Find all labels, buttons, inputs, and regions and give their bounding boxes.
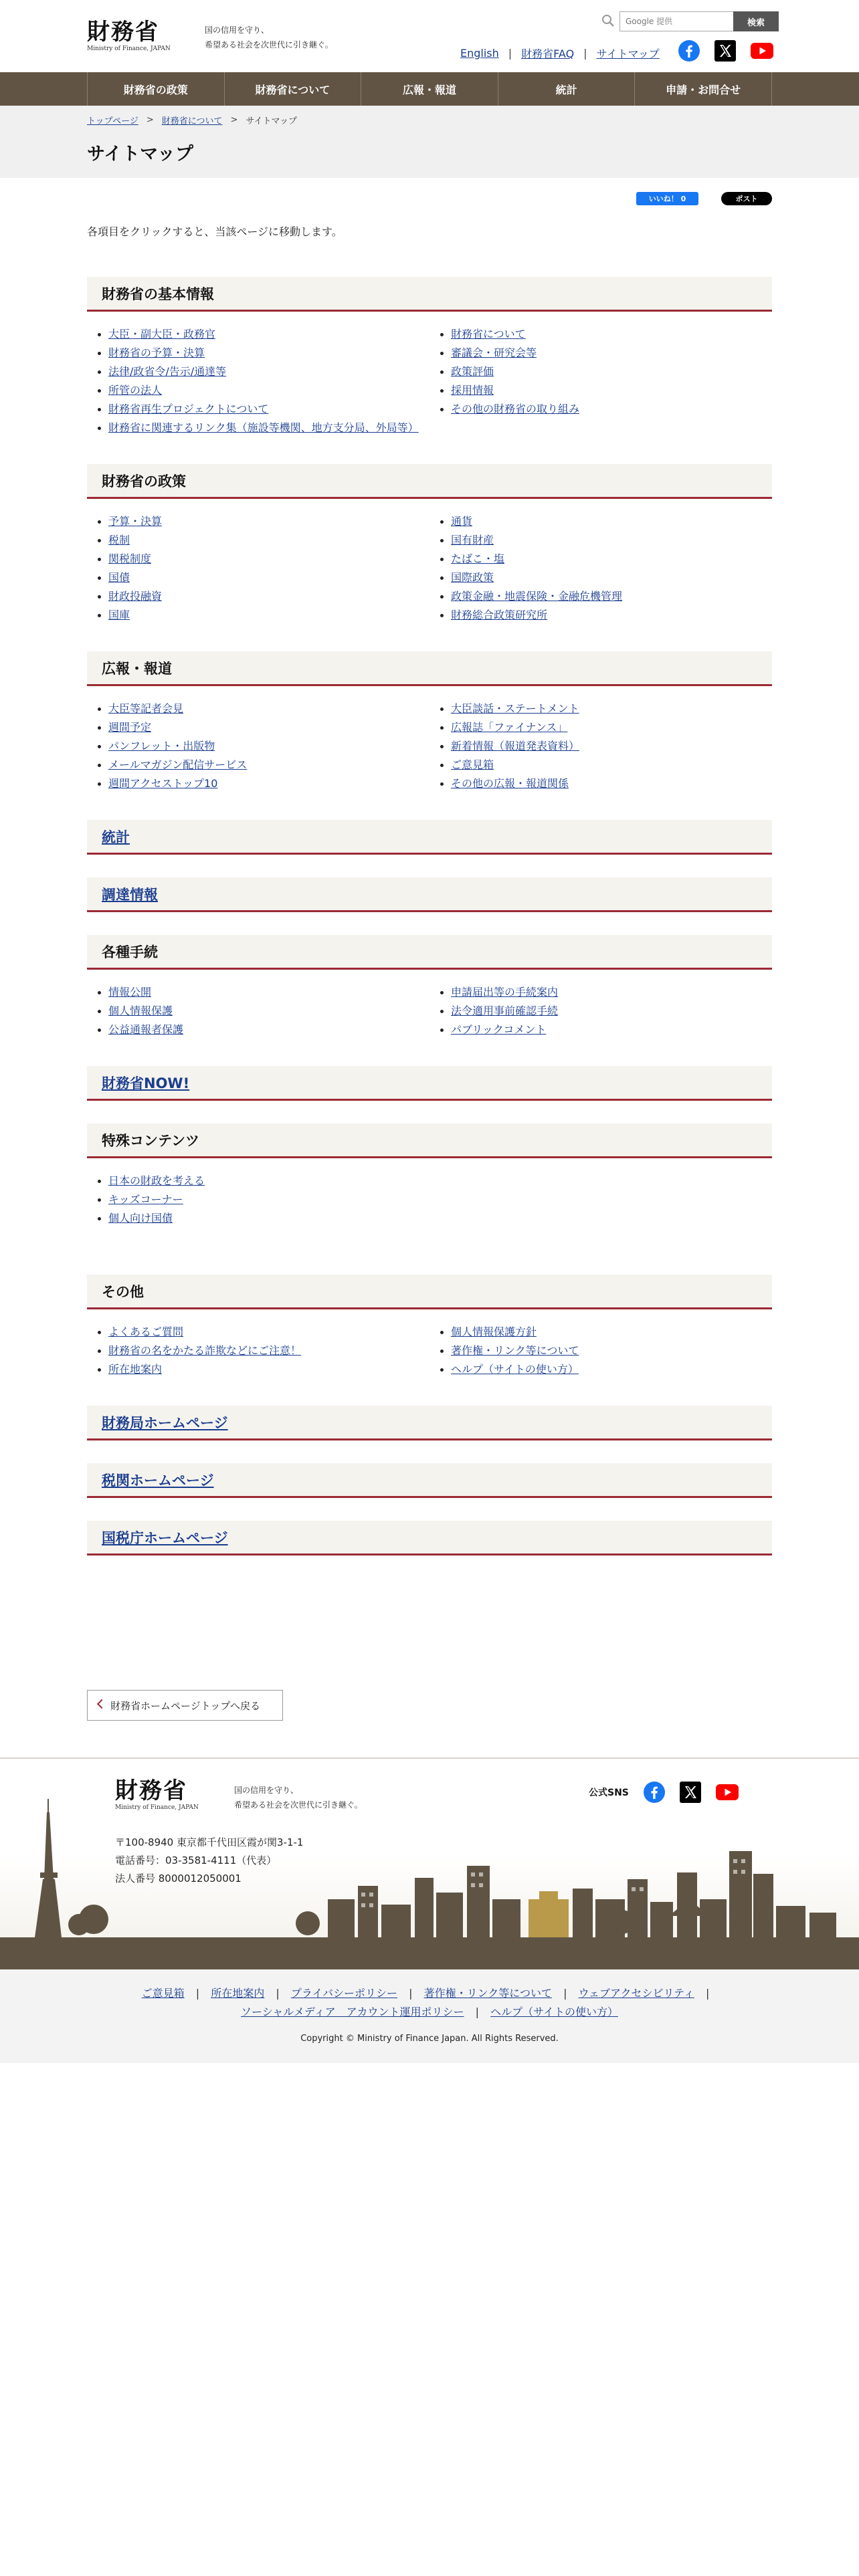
breadcrumb-current: サイトマップ [246, 116, 297, 126]
list-item [102, 531, 430, 550]
section-heading: 財務省の政策 [87, 464, 772, 499]
list-item [444, 606, 772, 625]
global-nav [0, 72, 859, 106]
section-regional-bureau [87, 1406, 772, 1440]
search-button[interactable]: 検索 [733, 11, 779, 31]
sitemap-link-item[interactable]: メールマガジン配信サービス [108, 758, 248, 771]
section-stats [87, 820, 772, 855]
footer-bottom [0, 1969, 859, 2063]
corp-number-text: 法人番号 8000012050001 [115, 1872, 242, 1885]
section-heading: 各種手続 [87, 935, 772, 970]
list-item [102, 737, 430, 756]
nta-link[interactable]: 国税庁ホームページ [102, 1529, 228, 1546]
footer-tagline-line-1: 国の信用を守り、 [234, 1786, 299, 1795]
section-customs [87, 1463, 772, 1498]
sitemap-link-item[interactable]: 著作権・リンク等について [451, 1344, 579, 1357]
sitemap-link-item[interactable]: キッズコーナー [108, 1193, 183, 1206]
section-heading [87, 1406, 772, 1440]
separator: | [508, 47, 512, 60]
sitemap-link-item[interactable]: ヘルプ（サイトの使い方） [451, 1363, 579, 1376]
sitemap-link-item[interactable]: 所在地案内 [108, 1363, 163, 1376]
sitemap-link-item[interactable]: 税制 [108, 534, 130, 546]
section-heading [87, 1463, 772, 1498]
chevron-left-icon [97, 1699, 106, 1709]
list-item [444, 362, 772, 381]
breadcrumb-separator: > [230, 115, 238, 125]
footer-link-privacy[interactable]: プライバシーポリシー [290, 1987, 398, 2000]
list-item [444, 381, 772, 400]
procurement-link[interactable]: 調達情報 [102, 886, 158, 903]
link-list-right [430, 512, 772, 625]
sitemap-link-item[interactable]: 財務総合政策研究所 [451, 609, 548, 621]
sitemap-link-item[interactable]: 国債 [108, 571, 130, 584]
separator: | [563, 1987, 567, 2000]
post-label: ポスト [735, 195, 758, 203]
sitemap-link-item[interactable]: 大臣等記者会見 [108, 702, 184, 715]
site-logo[interactable] [87, 20, 171, 52]
nav-item-pr[interactable]: 広報・報道 [361, 72, 498, 106]
sitemap-link-item[interactable]: 申請届出等の手続案内 [451, 986, 559, 998]
sitemap-link[interactable]: サイトマップ [596, 47, 660, 60]
sitemap-link-item[interactable]: その他の広報・報道関係 [451, 777, 569, 790]
list-item [102, 1341, 430, 1360]
site-header [0, 0, 859, 72]
list-item [102, 1209, 430, 1228]
x-icon[interactable] [714, 40, 736, 62]
sitemap-link-item[interactable]: 公益通報者保護 [108, 1023, 184, 1036]
list-item [444, 1360, 772, 1379]
list-item [102, 1021, 430, 1039]
list-item [102, 983, 430, 1002]
sitemap-link-item[interactable]: 通貨 [451, 515, 473, 528]
list-item [102, 362, 430, 381]
logo-title: 財務省 [87, 19, 159, 45]
list-item [444, 756, 772, 774]
section-mof-now [87, 1066, 772, 1101]
list-item [102, 756, 430, 774]
site-tagline [205, 23, 333, 52]
sitemap-link-item[interactable]: 財務省再生プロジェクトについて [108, 403, 269, 415]
sitemap-link-item[interactable]: 情報公開 [108, 986, 152, 998]
list-item [444, 737, 772, 756]
sitemap-link-item[interactable]: たばこ・塩 [451, 552, 505, 565]
list-item [102, 606, 430, 625]
list-item [102, 1190, 430, 1209]
sitemap-link-item[interactable]: 財政投融資 [108, 590, 163, 603]
tagline-line-1: 国の信用を守り、 [205, 25, 270, 35]
like-label: いいね！ 0 [648, 195, 686, 203]
sitemap-link-item[interactable]: 個人情報保護方針 [451, 1325, 537, 1338]
sitemap-link-item[interactable]: 個人向け国債 [108, 1212, 173, 1224]
link-list-right [430, 700, 772, 793]
page-title: サイトマップ [87, 144, 194, 165]
section-heading [87, 820, 772, 855]
sitemap-link-item[interactable]: 財務省に関連するリンク集（施設等機関、地方支分局、外局等） [108, 421, 419, 434]
footer-logo-subtitle: Ministry of Finance, JAPAN [115, 1804, 199, 1811]
sitemap-link-item[interactable]: 採用情報 [451, 384, 494, 397]
sitemap-link-item[interactable]: その他の財務省の取り組み [451, 403, 580, 415]
section-pr [87, 651, 772, 793]
list-item [102, 1323, 430, 1341]
nav-item-about[interactable]: 財務省について [225, 72, 362, 106]
youtube-icon[interactable] [751, 43, 773, 59]
sitemap-link-item[interactable]: 日本の財政を考える [108, 1174, 205, 1187]
breadcrumb-home[interactable]: トップページ [87, 116, 138, 126]
back-to-top-button[interactable] [87, 1690, 283, 1721]
header-sns [678, 40, 773, 62]
nav-item-contact[interactable]: 申請・お問合せ [635, 72, 772, 106]
section-procedures [87, 935, 772, 1039]
x-post-button[interactable] [721, 192, 772, 205]
title-band [0, 106, 859, 178]
link-list-left [87, 983, 430, 1039]
nav-item-stats[interactable]: 統計 [498, 72, 636, 106]
list-item [444, 983, 772, 1002]
regional-bureau-link[interactable]: 財務局ホームページ [102, 1414, 228, 1431]
link-list-left [87, 1172, 430, 1228]
footer-logo[interactable] [115, 1779, 199, 1811]
footer-link-copyright[interactable]: 著作権・リンク等について [423, 1987, 552, 2000]
sitemap-link-item[interactable]: 審議会・研究会等 [451, 346, 537, 359]
sns-label: 公式SNS [589, 1788, 629, 1798]
link-list-left [87, 1323, 430, 1379]
section-heading: その他 [87, 1275, 772, 1309]
section-nta [87, 1521, 772, 1555]
list-item [102, 718, 430, 737]
list-item [444, 700, 772, 718]
sitemap-link-item[interactable]: 国有財産 [451, 534, 494, 546]
list-item [102, 512, 430, 531]
mof-now-link[interactable]: 財務省NOW! [102, 1075, 190, 1091]
footer-link-location[interactable]: 所在地案内 [211, 1987, 265, 2000]
list-item [102, 1002, 430, 1021]
section-heading [87, 877, 772, 912]
sitemap-link-item[interactable]: 政策金融・地震保険・金融危機管理 [451, 590, 623, 603]
list-item [444, 1341, 772, 1360]
list-item [444, 531, 772, 550]
list-item [102, 568, 430, 587]
list-item [444, 1323, 772, 1341]
section-basic-info [87, 277, 772, 437]
list-item [444, 568, 772, 587]
separator: | [475, 2006, 479, 2018]
sitemap-link-item[interactable]: パブリックコメント [451, 1023, 547, 1036]
footer-link-help[interactable]: ヘルプ（サイトの使い方） [490, 2006, 618, 2018]
sitemap-link-item[interactable]: 政策評価 [451, 365, 494, 378]
section-heading: 財務省の基本情報 [87, 277, 772, 312]
sitemap-link-item[interactable]: 法令適用事前確認手続 [451, 1004, 559, 1017]
logo-subtitle: Ministry of Finance, JAPAN [87, 45, 171, 52]
footer-address [115, 1834, 303, 1888]
list-item [102, 774, 430, 793]
sitemap-link-item[interactable]: 財務省について [451, 328, 526, 340]
section-policy [87, 464, 772, 625]
sitemap-link-item[interactable]: 週間アクセストップ10 [108, 777, 218, 790]
list-item [444, 344, 772, 362]
footer-tagline [234, 1783, 363, 1812]
section-heading [87, 1066, 772, 1101]
address-text: 〒100-8940 東京都千代田区霞が関3-1-1 [115, 1836, 304, 1848]
link-list-right [430, 325, 772, 437]
separator: | [409, 1987, 413, 2000]
section-procurement [87, 877, 772, 912]
list-item [444, 774, 772, 793]
footer-sns [589, 1782, 739, 1803]
list-item [102, 700, 430, 718]
list-item [102, 344, 430, 362]
phone-text: 電話番号：03-3581-4111（代表） [115, 1854, 277, 1866]
x-icon[interactable] [680, 1782, 701, 1803]
list-item [102, 325, 430, 344]
link-list-left [87, 512, 430, 625]
footer-link-social-policy[interactable]: ソーシャルメディア アカウント運用ポリシー [241, 2006, 464, 2018]
separator: | [705, 1987, 710, 2000]
footer-links [0, 1984, 859, 2022]
sitemap-link-item[interactable]: 大臣談話・ステートメント [451, 702, 579, 715]
footer-link-accessibility[interactable]: ウェブアクセシビリティ [578, 1987, 694, 2000]
separator: | [195, 1987, 200, 2000]
nav-item-policy[interactable]: 財務省の政策 [88, 72, 225, 106]
list-item [444, 512, 772, 531]
list-item [444, 718, 772, 737]
list-item [444, 550, 772, 568]
section-special [87, 1123, 772, 1228]
sitemap-link-item[interactable]: 関税制度 [108, 552, 152, 565]
copyright: Copyright © Ministry of Finance Japan. All Rights Reserved. [300, 2034, 559, 2044]
list-item [102, 400, 430, 419]
breadcrumb-parent[interactable]: 財務省について [161, 116, 223, 126]
footer-ground [0, 1937, 859, 1969]
facebook-icon[interactable] [644, 1782, 665, 1803]
section-heading: 特殊コンテンツ [87, 1123, 772, 1158]
link-list-left [87, 700, 430, 793]
section-heading: 広報・報道 [87, 651, 772, 686]
footer-tagline-line-2: 希望ある社会を次世代に引き継ぐ。 [234, 1800, 363, 1810]
header-links [460, 45, 660, 61]
search-input[interactable] [619, 11, 733, 31]
sitemap-link-item[interactable]: 週間予定 [108, 721, 152, 734]
back-to-top-label: 財務省ホームページトップへ戻る [110, 1699, 260, 1712]
section-heading [87, 1521, 772, 1555]
faq-link[interactable]: 財務省FAQ [521, 47, 575, 60]
list-item [444, 587, 772, 606]
sitemap-link-item[interactable]: 財務省の予算・決算 [108, 346, 205, 359]
list-item [102, 381, 430, 400]
customs-link[interactable]: 税関ホームページ [102, 1472, 214, 1489]
sitemap-link-item[interactable]: ご意見箱 [451, 758, 494, 771]
sitemap-link-item[interactable]: 財務省の名をかたる詐欺などにご注意！ [108, 1344, 302, 1357]
breadcrumb [87, 114, 297, 126]
sitemap-link-item[interactable]: 予算・決算 [108, 515, 163, 528]
separator: | [583, 47, 587, 60]
sitemap-link-item[interactable]: 国際政策 [451, 571, 494, 584]
sitemap-link-item[interactable]: 国庫 [108, 609, 130, 621]
list-item [444, 325, 772, 344]
list-item [444, 400, 772, 419]
sitemap-link-item[interactable]: 広報誌「ファイナンス」 [451, 721, 568, 734]
sitemap-link-item[interactable]: パンフレット・出版物 [108, 740, 215, 752]
link-list-right [430, 983, 772, 1039]
list-item [444, 1021, 772, 1039]
list-item [444, 1002, 772, 1021]
sitemap-link-item[interactable]: 所管の法人 [108, 384, 163, 397]
stats-link[interactable]: 統計 [102, 829, 130, 845]
english-link[interactable]: English [460, 47, 499, 60]
section-other [87, 1275, 772, 1379]
link-list-right [430, 1323, 772, 1379]
list-item [102, 550, 430, 568]
list-item [102, 419, 430, 437]
sitemap-link-item[interactable]: 新着情報（報道発表資料） [451, 740, 580, 752]
link-list-left [87, 325, 430, 437]
tagline-line-2: 希望ある社会を次世代に引き継ぐ。 [205, 40, 333, 49]
footer-logo-title: 財務省 [115, 1778, 187, 1804]
facebook-like-button[interactable] [636, 192, 698, 205]
list-item [102, 1360, 430, 1379]
separator: | [276, 1987, 280, 2000]
sitemap-link-item[interactable]: よくあるご質問 [108, 1325, 184, 1338]
list-item [102, 1172, 430, 1190]
footer-top [0, 1759, 859, 1969]
facebook-icon[interactable] [678, 40, 700, 62]
list-item [102, 587, 430, 606]
search-icon [601, 13, 615, 28]
sitemap-link-item[interactable]: 大臣・副大臣・政務官 [108, 328, 216, 340]
breadcrumb-separator: > [146, 115, 154, 125]
sitemap-link-item[interactable]: 法律/政省令/告示/通達等 [108, 365, 227, 378]
intro-text: 各項目をクリックすると、当該ページに移動します。 [87, 225, 343, 238]
search-form [619, 11, 779, 31]
footer-link-feedback[interactable]: ご意見箱 [141, 1987, 185, 2000]
sitemap-link-item[interactable]: 個人情報保護 [108, 1004, 173, 1017]
youtube-icon[interactable] [716, 1784, 739, 1800]
